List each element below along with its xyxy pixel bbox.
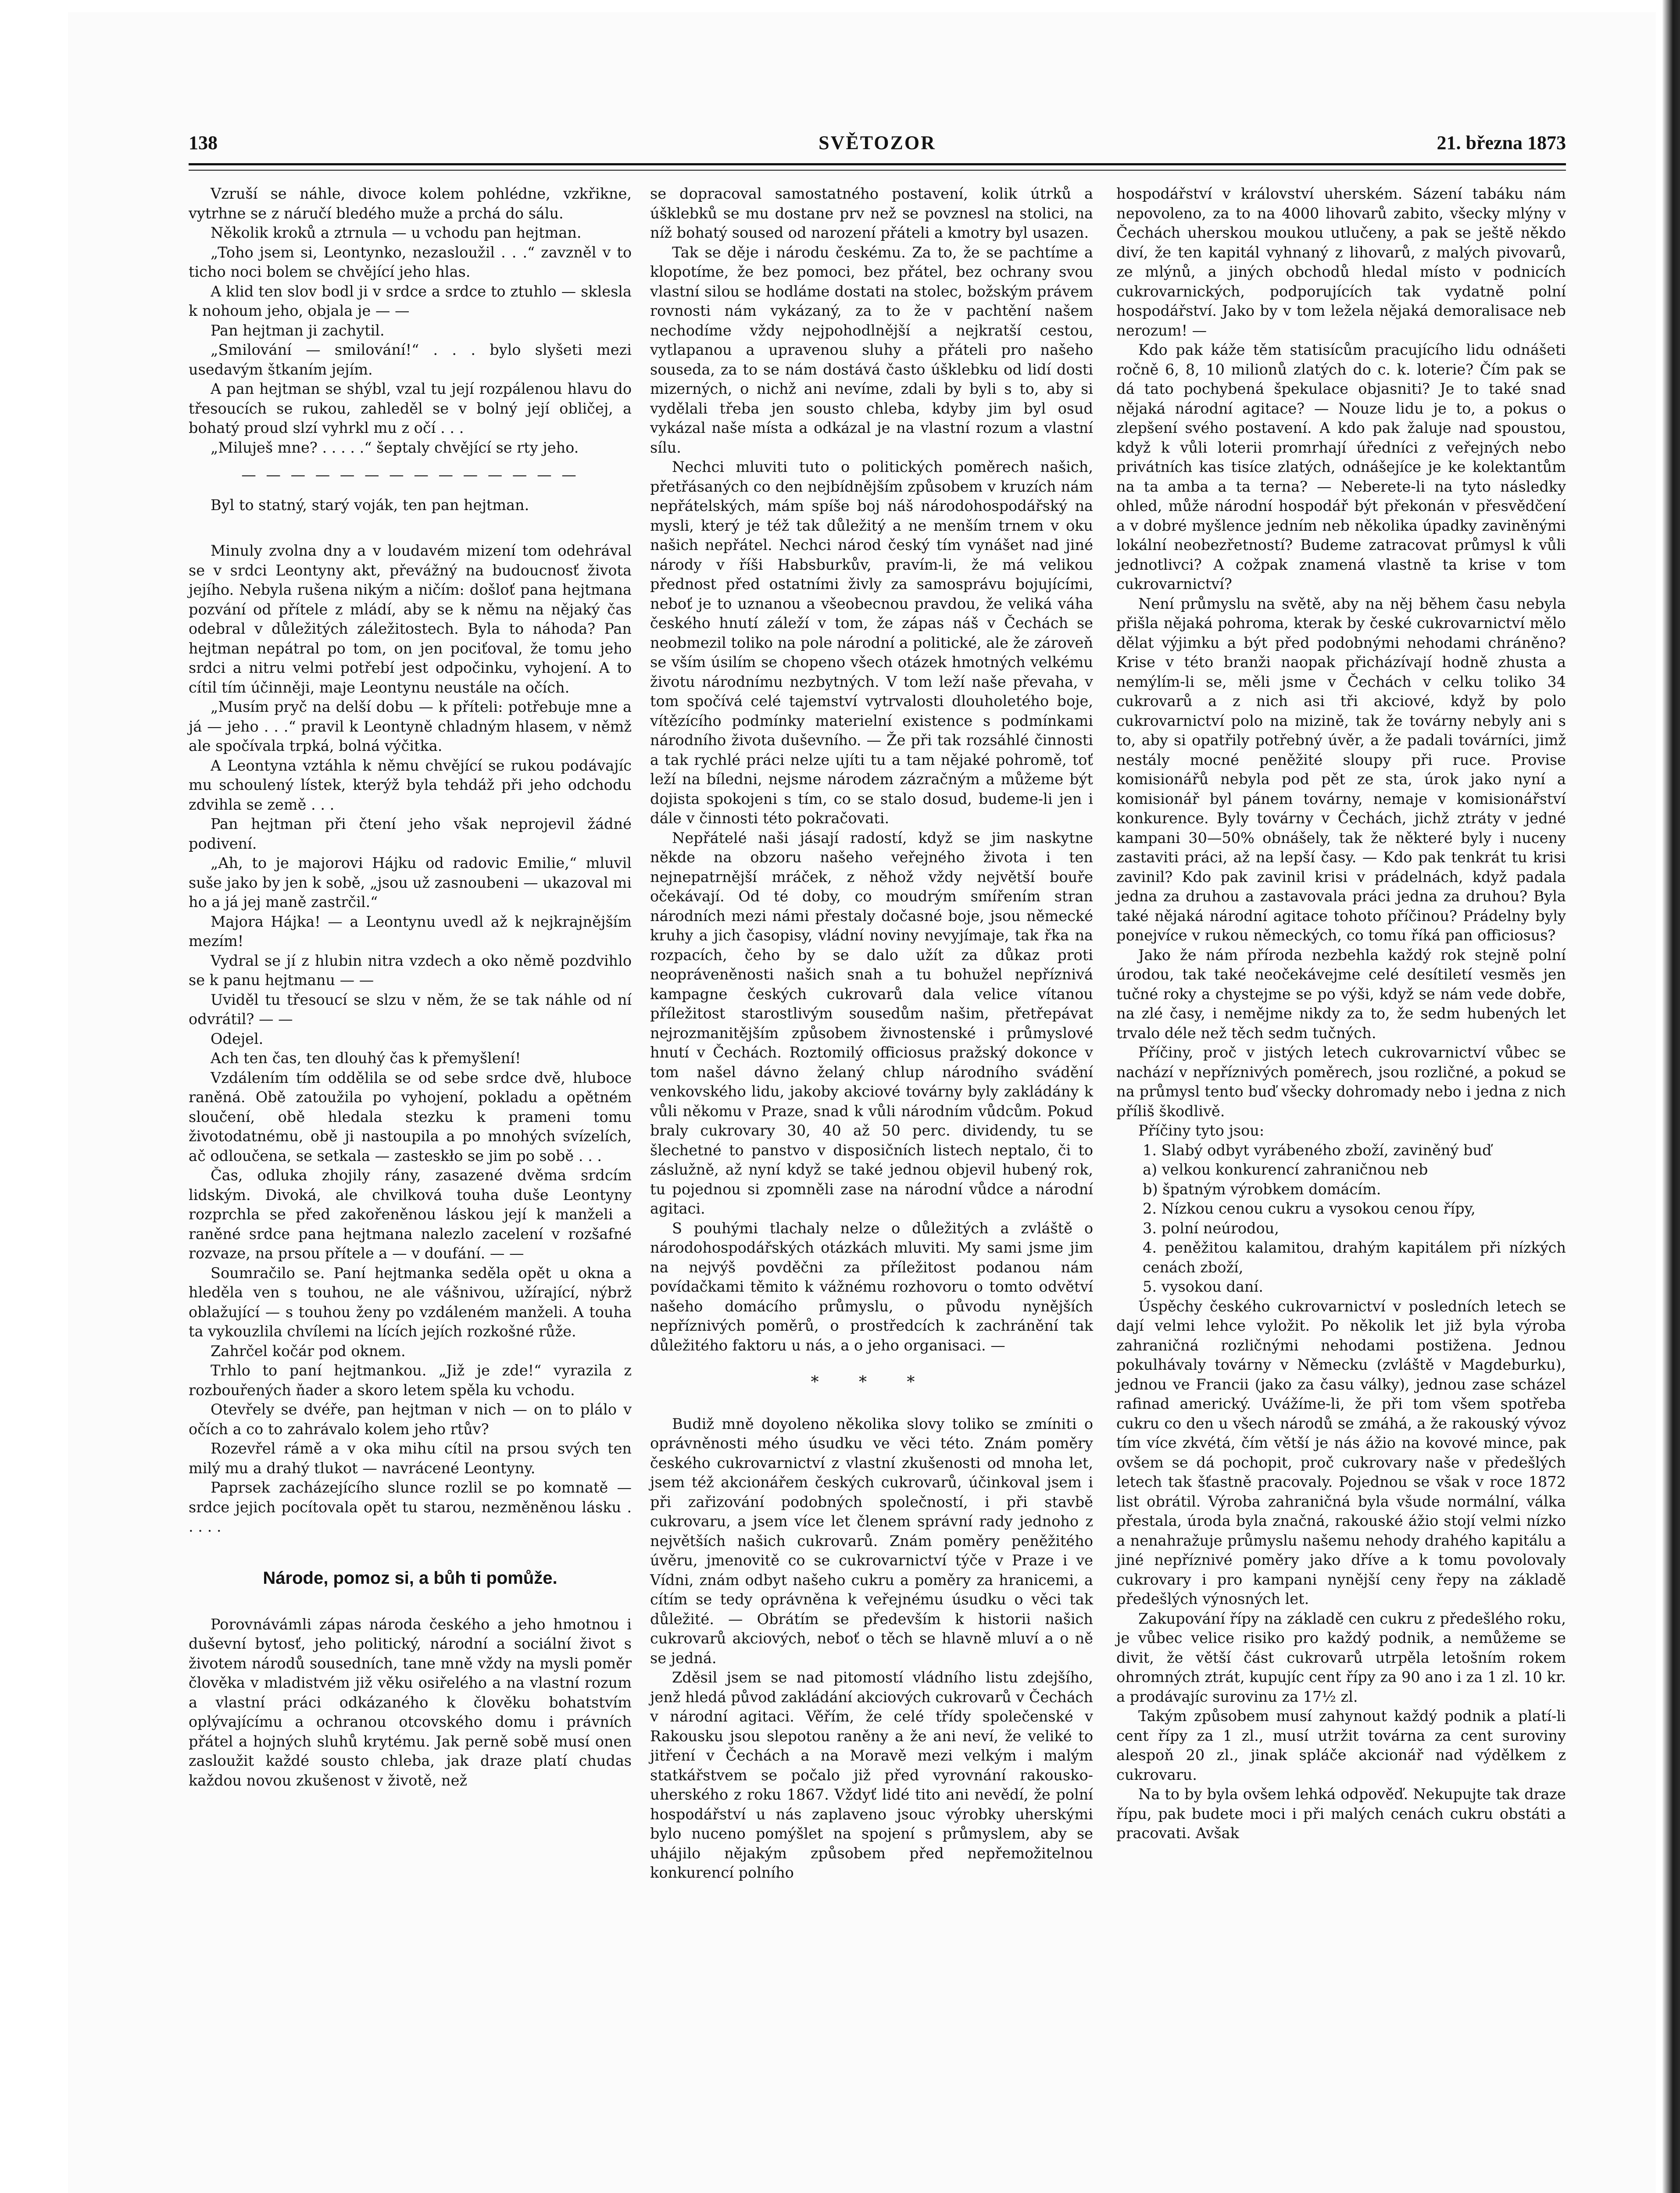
paragraph: Příčiny tyto jsou: (1138, 1122, 1265, 1139)
column-left (189, 184, 632, 1790)
paragraph: Paprsek zacházejícího slunce rozlil se po komnatě — srdce jejich pocítovala opět tu starou, nezměněnou lásku . . . . . (189, 1479, 632, 1535)
paragraph: Nechci mluviti tuto o politických poměrech našich, přetřásaných co den nejbídnějším způsobem v kruzích nám nepřátelských, mám spíše boj náš národohospodářský na mysli, který je též tak důležitý a ne menším trnem v oku našich nepřátel. Nechci národ český tím vynášet nad jiné národy v říši Habsburkův, pravím-li, že má velikou přednost před ostatními živly za samosprávu bojujícími, neboť je to uznanou a všeobecnou pravdou, že veliká váha českého hnutí záleží v tom, že zápas náš v Čechách se neobmezil toliko na pole národní a politické, ale že zároveň se vším úsilím se chopeno všech otázek hmotných velkému životu národnímu nezbytných. V tom leží naše převaha, v tom spočívá celé tajemství vytrvalosti dlouholetého boje, vítězícího podmínky materielní existence s podmínkami národního života duševního. — Že při tak rozsáhlé činnosti a tak rychlé práci nelze ujíti tu a tam nějaké pohromě, toť leží na bíledni, nejsme národem zázračným a můžeme být dojista spokojeni s tím, co se stalo dosud, budeme-li jen i dále v činnosti této pokračovati. (650, 458, 1093, 827)
paragraph: A pan hejtman se shýbl, vzal tu její rozpálenou hlavu do třesoucích se rukou, zahleděl se v bolný její obličej, a bohatý proud slzí vyhrkl mu z očí . . . (189, 380, 632, 436)
page-edge-shadow (1662, 0, 1680, 2193)
paragraph: Pan hejtman při čtení jeho však neprojevil žádné podivení. (189, 815, 632, 852)
spacer (189, 515, 632, 541)
paragraph: Nepřátelé naši jásají radostí, když se jim naskytne někde na obzoru našeho veřejného života i ten nejnepatrnější mráček, z něhož vždy největší bouře očekávají. Od té doby, co moudrým smířením stran národních mezi námi přestaly dočasné boje, jsou německé kruhy a jich časopisy, vládní noviny nevyjímaje, tak řka na rozpacích, čeho by se dalo užít za důkaz proti neopráveněnosti našich snah a tu bohužel nepříznivá kampagne českých cukrovarů dala velice vítanou příležitost starostlivým sousedům našim, přetřepávat nejrozmanitějším způsobem živnostenské i průmyslové hnutí v Čechách. Roztomilý officiosus pražský dokonce v tom našel dávno želaný chlup národního svádění venkovského lidu, jakoby akciové továrny byly zakládány k vůli někomu v Praze, snad k vůli národním vůdcům. Pokud braly cukrovary 30, 40 až 50 perc. dividendy, tu se šlechetné to panstvo v disposičních listech neptalo, či to záslužně, až nyní když se také jednou objevil hubený rok, tu pojednou si zpomněli zase na národní vůdce a národní agitaci. (650, 829, 1093, 1217)
list-item: 3. polní neúrodou, (1143, 1219, 1279, 1237)
paragraph: Několik kroků a ztrnula — u vchodu pan hejtman. (211, 224, 582, 241)
paragraph: se dopracoval samostatného postavení, kolik útrků a úšklebků se mu dostane prv než se povznesl na stolici, na níž bohatý soused od narození přáteli a kmotry byl usazen. (650, 185, 1093, 241)
column-right (1116, 184, 1566, 1843)
paragraph: Vzdálením tím oddělila se od sebe srdce dvě, hluboce raněná. Obě zatoužila po vyhojení, pokladu a opětném sloučení, obě hledala stezku k prameni tomu životodatnému, obě ji nastoupila a po mnohých svízelích, ač odloučena, se setkala — zasteskło se jim po sobě . . . (189, 1069, 632, 1164)
paragraph: Pan hejtman ji zachytil. (211, 321, 385, 339)
paragraph: Trhlo to paní hejtmankou. „Již je zde!“ vyrazila z rozbouřených ňader a skoro letem spěla ku vchodu. (189, 1362, 632, 1399)
paragraph: Čas, odluka zhojily rány, zasazené dvěma srdcím lidským. Divoká, ale chvilková touha duše Leontyny rozprchla se před zakořeněnou láskou její k manželi a raněné srdce pana hejtmana nalezlo zacelení v rozšafné rozvaze, na prsou přítele a — v doufání. — — (189, 1167, 632, 1262)
list-item: 5. vysokou daní. (1143, 1278, 1263, 1295)
publication-title: SVĚTOZOR (819, 132, 936, 154)
asterism-divider: * * * (811, 1373, 933, 1391)
paragraph: S pouhými tlachaly nelze o důležitých a zvláště o národohospodářských otázkách mluviti. My sami jsme jim na nejvýš povděčni za příležitost podanou nám povídačkami těmito k vážnému rozhovoru o tomto odvětví našeho domácího průmyslu, o původu nynějších nepříznivých poměrů, o prostředcích k zachránění tak důležitého faktoru u nás, a o jeho organisaci. — (650, 1219, 1093, 1354)
list-item: 4. peněžitou kalamitou, drahým kapitálem při nízkých cenách zboží, (1143, 1239, 1566, 1276)
paragraph: Jako že nám příroda nezbehla každý rok stejně polní úrodou, tak také neočekávejme celé desítiletí vesměs jen tučné roky a chystejme se po výši, když se nám vede dobře, na zlé časy, i nemějme nikdy za to, že sedm hubených let trvalo déle než těch sedm tučných. (1116, 946, 1566, 1042)
paragraph: „Ah, to je majorovi Hájku od radovic Emilie,“ mluvil suše jako by jen k sobě, „jsou už zasnoubeni — ukazoval mi ho a já jej maně zastrčil.“ (189, 854, 632, 911)
paragraph: A klid ten slov bodl ji v srdce a srdce to ztuhlo — sklesla k nohoum jeho, objala je — — (189, 282, 632, 319)
paragraph: Úspěchy českého cukrovarnictví v posledních letech se dají velmi lehce vyložit. Po několik let již byla výroba zahraničná rozličnými nehodami postižena. Jednou pokulhávaly továrny v Německu (zvláště v Magdeburku), jednou ve Francii (jako za času války), jednou zase scházel rafinad americký. Uvážíme-li, že při tom všem spotřeba cukru co den u všech národů se zmáhá, a že rakouský vývoz tím více zkvétá, čím větší je nás ážio na kovové mince, pak ovšem se dá pochopit, proč cukrovary naše v předešlých letech tak šťastně pracovaly. Pojednou se však v roce 1872 list obrátil. Výroba zahraničná byla všude normální, válka přestala, úroda byla značná, rakouské ážio stojí velmi nízko a nenahražuje průmyslu našemu nehody drahého kapitálu a jiné nepříznivé poměry jako dříve a k tomu povolovaly cukrovary i pro kampani nynější ceny řepy na základě předešlých výnosných let. (1116, 1297, 1566, 1607)
paragraph: Uviděl tu třesoucí se slzu v něm, že se tak náhle od ní odvrátil? — — (189, 991, 632, 1028)
paragraph: Zahrčel kočár pod oknem. (211, 1342, 406, 1360)
list-item: b) špatným výrobkem domácím. (1143, 1180, 1381, 1198)
paragraph: Příčiny, proč v jistých letech cukrovarnictví vůbec se nachází v nepříznivých poměrech, jsou rozličné, a pokud se na průmysl tento buď všecky dohromady nebo i jedna z nich příliš škodlivě. (1116, 1044, 1566, 1120)
paragraph: „Musím pryč na delší dobu — k příteli: potřebuje mne a já — jeho . . .“ pravil k Leontyně chladným hlasem, v němž ale spočívala trpká, bolná výčitka. (189, 698, 632, 754)
list-item: 2. Nízkou cenou cukru a vysokou cenou řípy, (1143, 1200, 1476, 1217)
issue-date: 21. března 1873 (1437, 132, 1566, 154)
paragraph: Ach ten čas, ten dlouhý čas k přemyšlení! (211, 1050, 521, 1067)
paragraph: Otevřely se dvéře, pan hejtman v nich — on to plálo v očích a co to zahrávalo kolem jeho rtův? (189, 1401, 632, 1438)
page-header (189, 132, 1566, 158)
header-rule (189, 163, 1566, 171)
paragraph: Budiž mně doyoleno několika slovy toliko se zmíniti o oprávněnosti mého úsudku ve věci této. Znám poměry českého cukrovarnictví z vlastní zkušenosti od mnoha let, jsem též akcionářem českých cukrovarů, účinkoval jsem i při zařizování podobných společností, i při stavbě cukrovaru, a jsem více let členem správní rady jednoho z největších našich cukrovarů. Znám poměry peněžitého úvěru, jmenovitě co se cukrovarnictví týče v Praze i ve Vídni, znám odbyt našeho cukru a poměry za hranicemi, a cítím se tedy oprávněna k veřejnému úsudku o věci tak důležité. — Obrátím se především k historii našich cukrovarů akciových, neboť o těch se hlavně mluví a o ně se jedná. (650, 1415, 1093, 1667)
paragraph: Rozevřel rámě a v oka mihu cítil na prsou svých ten milý mu a drahý tlukot — navrácené Leontyny. (189, 1440, 632, 1477)
paragraph: Na to by byla ovšem lehká odpověď. Nekupujte tak draze řípu, pak budete moci i při malých cenách cukru obstáti a pracovati. Avšak (1116, 1786, 1566, 1842)
paragraph: Zděsil jsem se nad pitomostí vládního listu zdejšího, jenž hledá původ zakládání akciových cukrovarů v Čechách v národní agitaci. Věřím, že celé třídy společenské v Rakousku jsou slepotou raněny a že ani neví, že veliké to jitření v Čechách a na Moravě mezi velkým i malým statkářstvem se počalo již před vyrovnání rakousko-uherského z roku 1867. Vždyť lidé tito ani nevědí, že polní hospodářství u nás zaplaveno jsouc výrobky uherskými bylo nuceno pomýšlet na spojení s průmyslem, aby se uhájilo nějakým způsobem před nepřemožitelnou konkurencí polního (650, 1669, 1093, 1881)
left-margin (0, 0, 68, 2193)
paragraph: Odejel. (211, 1030, 264, 1047)
article-heading: Národe, pomoz si, a bůh ti pomůže. (263, 1568, 558, 1588)
column-middle (650, 184, 1093, 1883)
paragraph: „Miluješ mne? . . . . .“ šeptaly chvějící se rty jeho. (211, 439, 579, 456)
paragraph: Zakupování řípy na základě cen cukru z předešlého roku, je vůbec velice risiko pro každý podnik, a nemůžeme se divit, že větší část cukrovarů utrpěla letošním rokem ohromných ztrát, kupujíc cent řípy za 90 ano i za 1 zl. 10 kr. a prodávajíc surovinu za 17½ zl. (1116, 1610, 1566, 1705)
paragraph: Minuly zvolna dny a v loudavém mizení tom odehrával se v srdci Leontyny akt, převážný na budoucnosť života jejího. Nebyla rušena nikým a ničím: došloť pana hejtmana pozvání od přítele z mládí, aby se k němu na nějaký čas odebral v důležitých záležitostech. Byla to náhoda? Pan hejtman nepátral po tom, on jen pociťoval, že tomu jeho srdci a nitru velmi potřebí jest odpočinku, vyhojení. A to cítil tím účinněji, maje Leontynu neustále na očích. (189, 542, 632, 696)
paragraph: hospodářství v království uherském. Sázení tabáku nám nepovoleno, za to na 4000 lihovarů zabito, všecky mlýny v Čechách uherskou moukou utlučeny, a pak se ještě někdo diví, že ten kapitál vyhnaný z lihovarů, z malých pivovarů, ze mlýnů, a jiných obchodů hledal místo v podnicích cukrovarnických, podporujících tak vydatně polní hospodářství. Jako by v tom ležela nějaká demoralisace neb nerozum! — (1116, 185, 1566, 339)
paragraph: A Leontyna vztáhla k němu chvějící se rukou podávajíc mu schoulený lístek, kterýž byla tehdáž při jeho odchodu zdvihla se země . . . (189, 757, 632, 813)
paragraph: Porovnávámli zápas národa českého a jeho hmotnou i duševní bytosť, jeho politický, národní a sociální život s životem národů sousedních, tane mně vždy na mysli poměr člověka v mladistvém již věku osiřelého a na vlastní rozum a vlastní práci odkázaného k člověku bohatstvím oplývajícímu a ochranou otcovského domu i právních přátel a hojných sluhů krytému. Jak perně sobě musí onen zasloužit každé sousto chleba, jak draze platí chudas každou novou zkušenost v životě, než (189, 1615, 632, 1789)
paragraph: Takým způsobem musí zahynout každý podnik a platí-li cent řípy za 1 zl., musí utržit továrna za cent suroviny alespoň 20 zl., jinak spláče akcionář nad výdělkem z cukrovaru. (1116, 1707, 1566, 1783)
page-number: 138 (189, 132, 218, 154)
list-item: 1. Slabý odbyt vyrábeného zboží, zaviněný buď (1143, 1141, 1492, 1159)
paragraph: Soumračilo se. Paní hejtmanka seděla opět u okna a hleděla ven s touhou, ne ale vášnivou, užírající, nýbrž oblažující — s touhou ženy po vzdáleném manželi. A touha ta vykouzlila chvílemi na lících jejích rozkošné růže. (189, 1264, 632, 1340)
paragraph: „Smilování — smilování!“ . . . bylo slyšeti mezi usedavým štkaním jejím. (189, 341, 632, 378)
paragraph: Majora Hájka! — a Leontynu uvedl až k nejkrajnějším mezím! (189, 913, 632, 950)
paragraph: „Toho jsem si, Leontynko, nezasloužil . . .“ zavzněl v to ticho noci bolem se chvějící jeho hlas. (189, 243, 632, 280)
list-item: a) velkou konkurencí zahraničnou neb (1143, 1161, 1428, 1178)
paragraph: Vzruší se náhle, divoce kolem pohlédne, vzkřikne, vytrhne se z náručí bledého muže a prchá do sálu. (189, 185, 632, 222)
section-divider: — — — — — — — — — — — — — — (241, 466, 579, 483)
paragraph: Vydral se jí z hlubin nitra vzdech a oko němě pozdvihlo se k panu hejtmanu — — (189, 952, 632, 989)
paragraph: Kdo pak káže těm statisícům pracujícího lidu odnášeti ročně 6, 8, 10 milionů zlatých do c. k. loterie? Čím pak se dá tato pochybená špekulace objasniti? Je to také snad nějaká národní agitace? — Nouze lidu je to, a pokus o zlepšení svého postavení. A kdo pak žaluje nad spoustou, když k vůli loterii promrhají úředníci z veřejných nebo privátních kas tisíce zlatých, odnášejíce je ke kolektantům na ta amba a ta terna? — Neberete-li na tyto následky ohled, může národní hospodář být překonán v přesvědčení a v dobré myšlence jedním neb několika úpadky zaviněnými lokální neobezřetností? Budeme zatracovat průmysl k vůli jednotlivci? A cožpak znamená vlastně ta krise v tom cukrovarnictví? (1116, 341, 1566, 593)
paragraph: Není průmyslu na světě, aby na něj během času nebyla přišla nějaká pohroma, kterak by české cukrovarnictví mělo dělat výjimku a být před podobnými nehodami chráněno? Krise v této branži naopak přicházívají hodně zhusta a nemýlím-li se, měli jsme v Čechách v celku toliko 34 cukrovarů a z nich asi tři akciové, když by polo cukrovarnictví polo na mizině, tak že továrny nebyly ani s to, aby si opatřily potřebný úvěr, a že padali továrníci, jimž nestály mocné peněžité sloupy při ruce. Provise komisionářů nebyla pod pět ze sta, úrok jako nyní a komisionář byl pánem továrny, nemaje v komisionářství konkurence. Byly továrny v Čechách, jichž ztráty v jedné kampani 30—50% obnášely, tak že některé byly i nuceny zastaviti práci, až na lepší časy. — Kdo pak tenkrát tu krisi zavinil? Kdo pak zavinil krisi v prádelnách, když padala jedna za druhou a zastavovala práci jedna za druhou? Byla také nějaká národní agitace tohoto příčinou? Prádelny byly ponejvíce v rukou německých, co tomu říká pan officiosus? (1116, 595, 1566, 944)
paragraph: Byl to statný, starý voják, ten pan hejtman. (211, 496, 529, 514)
paragraph: Tak se děje i národu českému. Za to, že se pachtíme a klopotíme, že bez pomoci, bez přátel, bez ochrany svou vlastní silou se hodláme dostati na stolec, božským právem rovnosti nám vykázaný, za to že v pachtění našem nechodíme vždy nejpohodlnější a nejkratší cestou, vytlapanou a upravenou sluhy a přáteli pro našeho souseda, za to se nám dostává často úšklebku od lidí dosti mizerných, o nichž ani nevíme, zdali by byli s to, aby si vydělali třeba jen sousto chleba, kdyby jim byl osud vykázal naše místa a odkázal je na vlastní rozum a vlastní sílu. (650, 243, 1093, 456)
